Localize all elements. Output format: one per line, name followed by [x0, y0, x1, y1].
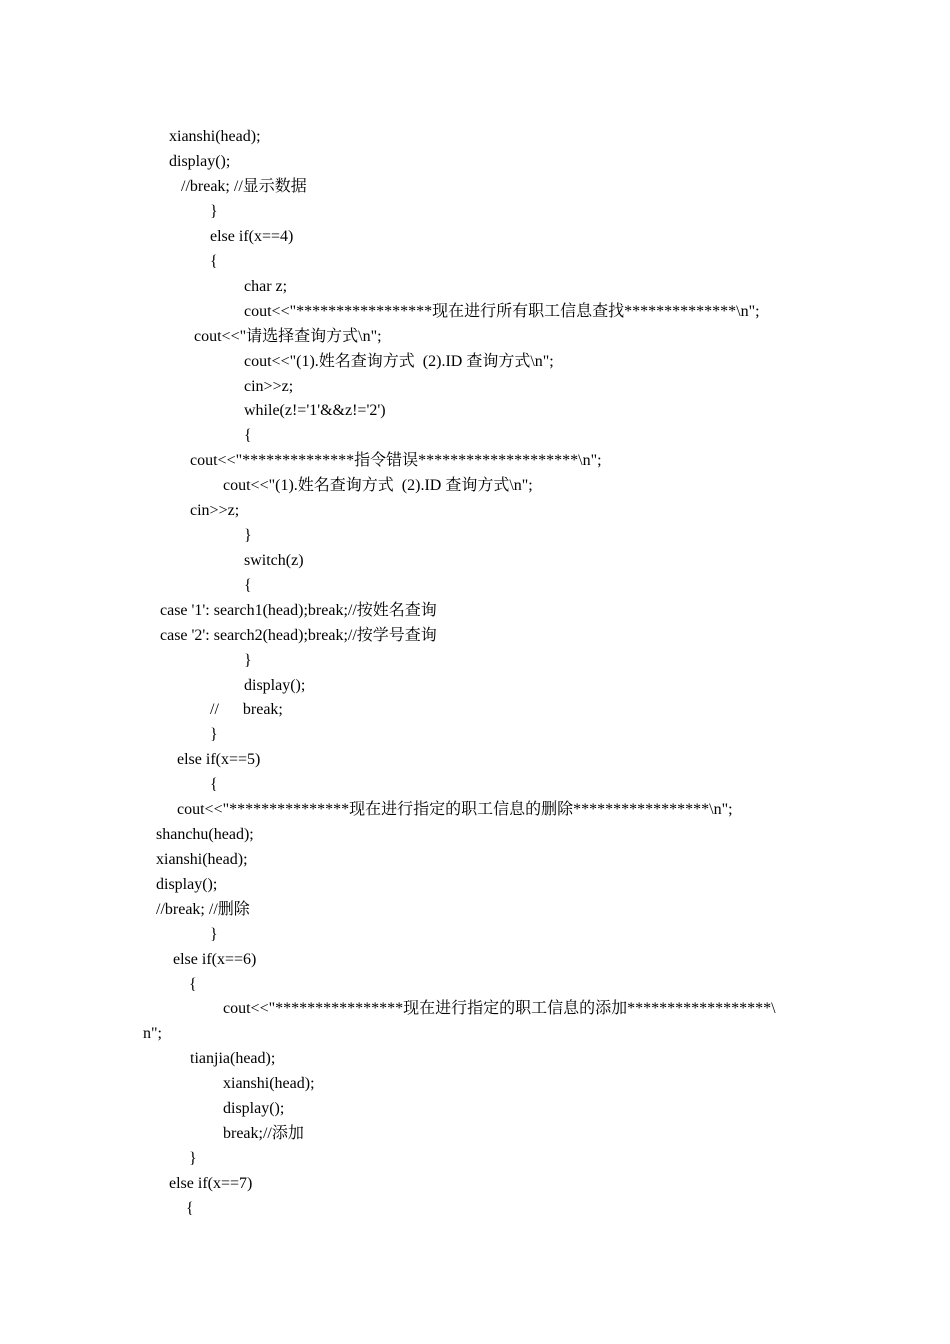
code-line: cout<<"*****************现在进行所有职工信息查找**************\n"; — [244, 303, 760, 320]
code-line: else if(x==4) — [210, 228, 294, 245]
code-line: xianshi(head); — [156, 851, 248, 868]
code-line: //break; //删除 — [156, 901, 250, 918]
code-line: shanchu(head); — [156, 826, 254, 843]
code-line: cin>>z; — [190, 502, 240, 519]
code-line: // break; — [210, 701, 283, 718]
code-line: else if(x==6) — [173, 951, 257, 968]
code-line: } — [210, 726, 218, 743]
code-line: cout<<"(1).姓名查询方式 (2).ID 查询方式\n"; — [223, 477, 533, 494]
code-line: case '2': search2(head);break;//按学号查询 — [160, 627, 437, 644]
code-line: display(); — [156, 876, 218, 893]
code-line: display(); — [169, 153, 231, 170]
code-line: xianshi(head); — [169, 128, 261, 145]
code-line: tianjia(head); — [190, 1050, 276, 1067]
code-line: { — [186, 1200, 194, 1217]
code-line: { — [210, 776, 218, 793]
code-line: cin>>z; — [244, 378, 294, 395]
code-line: n"; — [143, 1025, 162, 1042]
code-line: cout<<"***************现在进行指定的职工信息的删除*****************\n"; — [177, 801, 733, 818]
code-line: cout<<"(1).姓名查询方式 (2).ID 查询方式\n"; — [244, 353, 554, 370]
code-line: } — [189, 1150, 197, 1167]
code-line: } — [210, 203, 218, 220]
code-line: else if(x==5) — [177, 751, 261, 768]
code-line: { — [244, 577, 252, 594]
code-line: cout<<"**************指令错误********************\n"; — [190, 452, 602, 469]
code-line: display(); — [223, 1100, 285, 1117]
code-line: { — [244, 427, 252, 444]
code-line: else if(x==7) — [169, 1175, 253, 1192]
code-line: } — [244, 527, 252, 544]
code-line: switch(z) — [244, 552, 304, 569]
code-line: } — [210, 926, 218, 943]
code-line: cout<<"请选择查询方式\n"; — [194, 328, 382, 345]
code-line: { — [210, 253, 218, 270]
code-line: break;//添加 — [223, 1125, 304, 1142]
code-line: { — [189, 976, 197, 993]
code-line: char z; — [244, 278, 288, 295]
code-line: //break; //显示数据 — [181, 178, 307, 195]
code-line: while(z!='1'&&z!='2') — [244, 402, 386, 419]
code-line: cout<<"****************现在进行指定的职工信息的添加******************\ — [223, 1000, 776, 1017]
code-line: xianshi(head); — [223, 1075, 315, 1092]
code-line: display(); — [244, 677, 306, 694]
code-line: case '1': search1(head);break;//按姓名查询 — [160, 602, 437, 619]
code-line: } — [244, 652, 252, 669]
